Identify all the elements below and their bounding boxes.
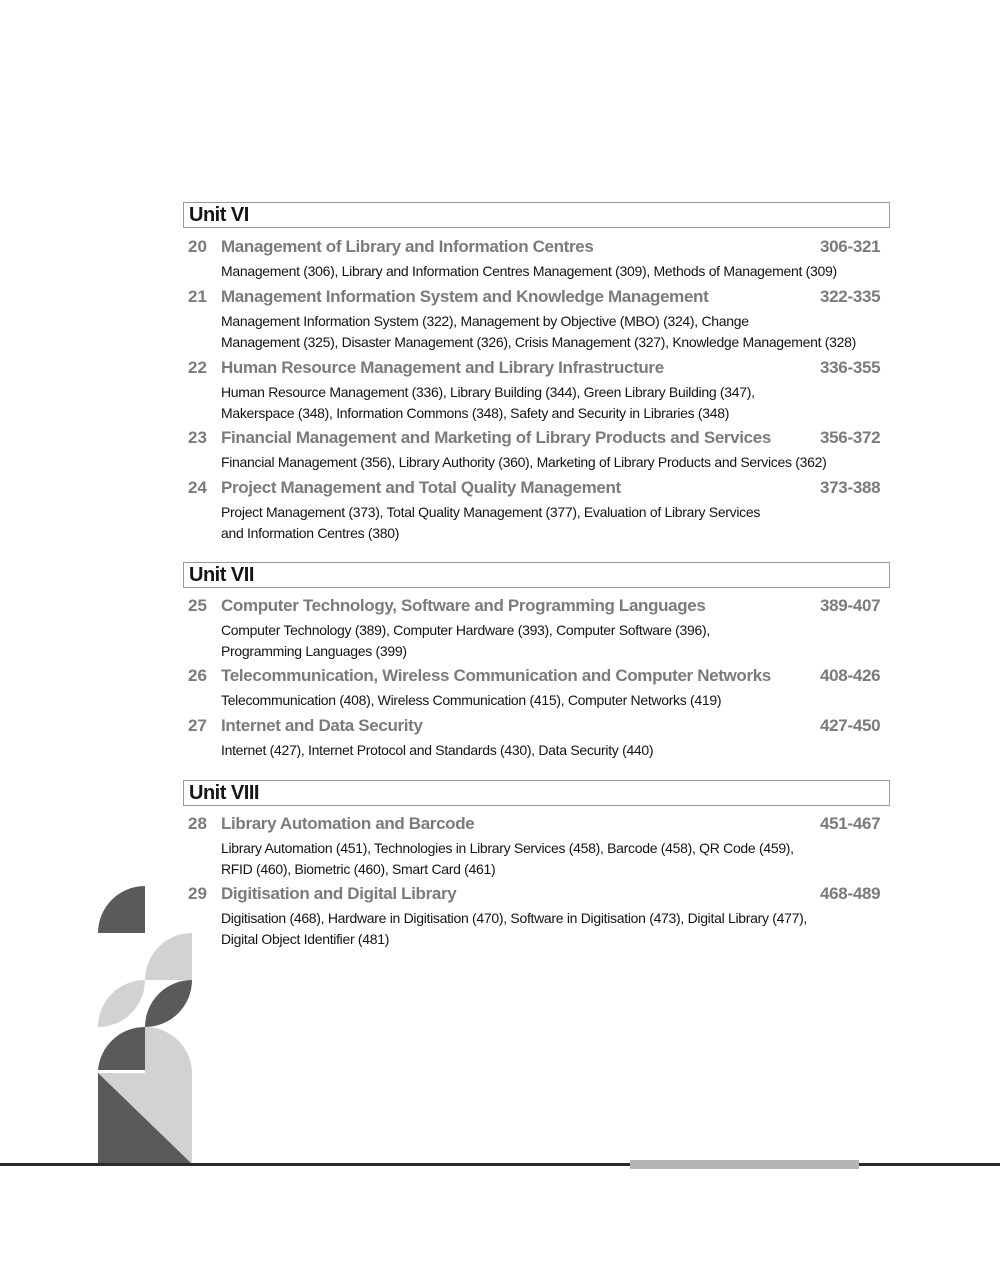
- topic-line: Digital Object Identifier (481): [221, 931, 390, 947]
- chapter-number: 25: [188, 596, 207, 615]
- chapter-pages: 468-489: [820, 884, 881, 903]
- chapter-pages: 356-372: [820, 428, 881, 447]
- chapter-title: Human Resource Management and Library Infrastructure: [221, 358, 664, 377]
- unit-title: Unit VIII: [189, 782, 259, 804]
- topic-line: Computer Technology (389), Computer Hardware (393), Computer Software (396),: [221, 622, 710, 638]
- topic-line: Financial Management (356), Library Authority (360), Marketing of Library Products and Services (362): [221, 454, 827, 470]
- topic-line: Programming Languages (399): [221, 643, 407, 659]
- chapter-number: 28: [188, 814, 207, 833]
- topic-line: Project Management (373), Total Quality Management (377), Evaluation of Library Services: [221, 504, 761, 520]
- topic-line: Digitisation (468), Hardware in Digitisation (470), Software in Digitisation (473), Digital Library (477),: [221, 910, 808, 926]
- chapter-pages: 373-388: [820, 478, 881, 497]
- chapter-number: 23: [188, 428, 207, 447]
- topic-line: Human Resource Management (336), Library Building (344), Green Library Building (347),: [221, 384, 755, 400]
- topic-line: and Information Centres (380): [221, 525, 400, 541]
- topic-line: Management (325), Disaster Management (326), Crisis Management (327), Knowledge Management (328): [221, 334, 856, 350]
- topic-line: Telecommunication (408), Wireless Communication (415), Computer Networks (419): [221, 692, 722, 708]
- unit-title: Unit VI: [189, 204, 249, 226]
- leaf-shape: [98, 980, 145, 1027]
- half-circle-shape: [98, 1027, 145, 1070]
- chapter-number: 20: [188, 237, 207, 256]
- quarter-circle-shape: [145, 933, 192, 980]
- unit-title: Unit VII: [189, 564, 254, 586]
- quarter-circle-shape: [98, 886, 145, 933]
- chapter-pages: 322-335: [820, 287, 881, 306]
- chapter-pages: 408-426: [820, 666, 881, 685]
- chapter-title: Internet and Data Security: [221, 716, 423, 735]
- chapter-pages: 389-407: [820, 596, 881, 615]
- chapter-title: Project Management and Total Quality Management: [221, 478, 621, 497]
- chapter-pages: 336-355: [820, 358, 881, 377]
- chapter-title: Management of Library and Information Centres: [221, 237, 594, 256]
- topic-line: Library Automation (451), Technologies in Library Services (458), Barcode (458), QR Code (459),: [221, 840, 794, 856]
- leaf-shape: [145, 980, 192, 1027]
- chapter-title: Digitisation and Digital Library: [221, 884, 457, 903]
- chapter-title: Financial Management and Marketing of Library Products and Services: [221, 428, 771, 447]
- rounded-shape: [145, 1027, 192, 1073]
- chapter-pages: 451-467: [820, 814, 881, 833]
- chapter-number: 27: [188, 716, 207, 735]
- chapter-number: 21: [188, 287, 207, 306]
- topic-line: Management Information System (322), Management by Objective (MBO) (324), Change: [221, 313, 749, 329]
- topic-line: Makerspace (348), Information Commons (348), Safety and Security in Libraries (348): [221, 405, 730, 421]
- chapter-pages: 427-450: [820, 716, 881, 735]
- topic-line: Management (306), Library and Information Centres Management (309), Methods of Management (309): [221, 263, 837, 279]
- chapter-title: Management Information System and Knowledge Management: [221, 287, 709, 306]
- chapter-title: Library Automation and Barcode: [221, 814, 475, 833]
- chapter-title: Telecommunication, Wireless Communication and Computer Networks: [221, 666, 771, 685]
- chapter-number: 29: [188, 884, 207, 903]
- chapter-number: 26: [188, 666, 207, 685]
- chapter-title: Computer Technology, Software and Programming Languages: [221, 596, 706, 615]
- topic-line: Internet (427), Internet Protocol and Standards (430), Data Security (440): [221, 742, 654, 758]
- chapter-number: 22: [188, 358, 207, 377]
- chapter-pages: 306-321: [820, 237, 881, 256]
- footer-bar: [630, 1160, 859, 1169]
- chapter-number: 24: [188, 478, 207, 497]
- topic-line: RFID (460), Biometric (460), Smart Card (461): [221, 861, 496, 877]
